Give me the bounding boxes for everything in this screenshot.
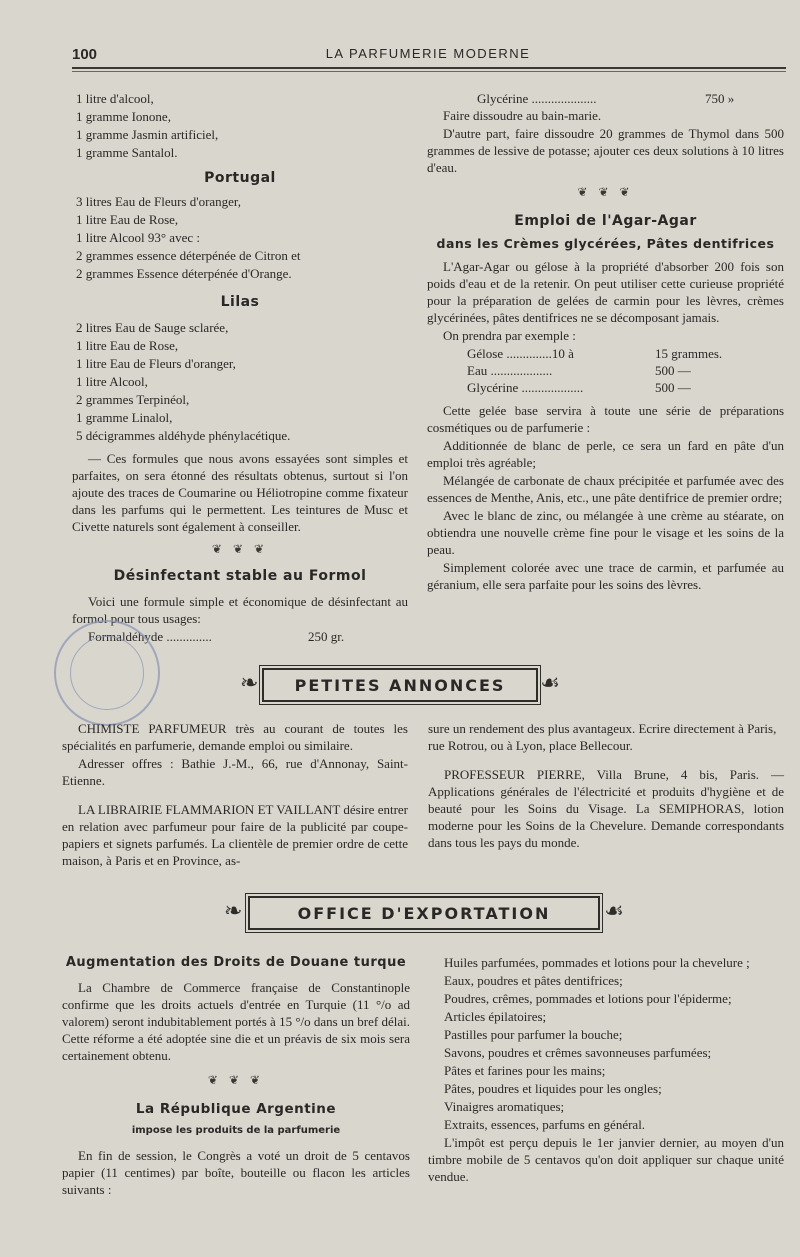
page-number: 100	[72, 46, 98, 63]
list-item: 1 litre Alcool 93° avec :	[76, 230, 200, 245]
paragraph: — Ces formules que nous avons essayées sont simples et parfaites, on sera étonné des résultats obtenus, surtout si l'on ajoute des traces de Coumarine ou Héliotropine comme fixateur dans les parfums qui le permettent. Les teintures de Musc et Civette naturels sont également à conseiller.	[72, 451, 408, 534]
list-item: 2 grammes essence déterpénée de Citron et	[76, 248, 301, 263]
list-item: 2 grammes Essence déterpénée d'Orange.	[76, 266, 292, 281]
list-item: 1 gramme Ionone,	[76, 109, 171, 124]
list-item: 1 litre d'alcool,	[76, 91, 154, 106]
paragraph: L'Agar-Agar ou gélose à la propriété d'absorber 200 fois son poids d'eau et de la retenir. On peut utiliser cette curieuse propriété pour la préparation de gelées de carmin pour les lèvres, crèmes glycérinées, pâtes dentifrices ne se décomposant jamais.	[427, 259, 784, 325]
paragraph: Avec le blanc de zinc, ou mélangée à une crème au stéarate, on obtiendra une nouvelle crème fine pour le visage et les soins de la peau.	[427, 508, 784, 557]
formula-item: Gélose ..............10 à	[467, 346, 574, 361]
section-title-portugal: Portugal	[204, 170, 276, 186]
export-left-column	[62, 954, 410, 1199]
formula-item: Eau ...................	[467, 363, 553, 378]
paragraph: Additionnée de blanc de perle, ce sera un fard en pâte d'un emploi très agréable;	[427, 438, 784, 470]
formula-list-portugal	[72, 193, 408, 282]
annonces-left-column	[62, 720, 408, 870]
paragraph: Voici une formule simple et économique de désinfectant au formol pour tous usages:	[72, 594, 408, 626]
list-item: Extraits, essences, parfums en général.	[444, 1117, 646, 1132]
section-subtitle-argentine: impose les produits de la parfumerie	[131, 1125, 341, 1136]
list-item: 1 litre Eau de Rose,	[76, 212, 179, 227]
formula-qty: 500 —	[655, 380, 691, 395]
annonce-librairie-cont: sure un rendement des plus avantageux. Ecrire directement à Paris, rue Rotrou, ou à Lyon, place Bellecour.	[428, 721, 777, 753]
paragraph: Mélangée de carbonate de chaux précipitée et parfumée avec des essences de Menthe, Anis, etc., une pâte dentifrice de premier ordre;	[427, 473, 784, 505]
section-title-douane: Augmentation des Droits de Douane turque	[65, 955, 407, 970]
flourish-left-icon: ❧	[224, 898, 243, 923]
list-item: 1 gramme Linalol,	[76, 410, 173, 425]
list-item: 1 litre Eau de Fleurs d'oranger,	[76, 356, 236, 371]
flourish-right-icon: ☙	[604, 898, 624, 923]
list-item: Savons, poudres et crêmes savonneuses parfumées;	[444, 1045, 712, 1060]
list-item: Poudres, crêmes, pommades et lotions pour l'épiderme;	[444, 991, 732, 1006]
formula-table	[427, 345, 784, 396]
section-title-agar: Emploi de l'Agar-Agar	[514, 213, 697, 229]
section-title-lilas: Lilas	[220, 294, 260, 310]
formula-list-1	[72, 90, 408, 161]
annonces-right-column	[428, 720, 784, 852]
paragraph: Faire dissoudre au bain-marie.	[443, 108, 602, 123]
banner-office-exportation	[224, 890, 624, 934]
ornament: ❦ ❦ ❦	[207, 1073, 265, 1087]
paragraph: Simplement colorée avec une trace de carmin, et parfumée au géranium, elle sera parfaite pour les soins des lèvres.	[427, 560, 784, 592]
list-item: 1 litre Alcool,	[76, 374, 148, 389]
paragraph: En fin de session, le Congrès a voté un droit de 5 centavos papier (11 centimes) par boîte, bouteille ou flacon les articles suivants :	[62, 1148, 410, 1197]
list-item: 1 litre Eau de Rose,	[76, 338, 179, 353]
annonce-chimiste: CHIMISTE PARFUMEUR très au courant de toutes les spécialités en parfumerie, demande emploi ou similaire.	[62, 721, 408, 753]
list-item: Pastilles pour parfumer la bouche;	[444, 1027, 623, 1042]
annonce-professeur: PROFESSEUR PIERRE, Villa Brune, 4 bis, Paris. — Applications générales de l'électricité et produits d'hygiène et de beauté pour les Soins du Visage. La SEMIPHORAS, lotion moderne pour les Soins de la Chevelure. Demande correspondants dans tous les pays du monde.	[428, 767, 784, 850]
list-item: Vinaigres aromatiques;	[444, 1099, 565, 1114]
banner-petites-annonces	[240, 662, 560, 706]
ornament: ❦ ❦ ❦	[577, 185, 634, 199]
ornament: ❦ ❦ ❦	[211, 542, 269, 556]
formula-item: Glycérine ...................	[467, 380, 584, 395]
formula-row	[467, 345, 784, 362]
export-right-column	[428, 954, 784, 1186]
flourish-right-icon: ☙	[540, 670, 560, 695]
library-stamp	[54, 620, 160, 726]
header-rule	[72, 67, 786, 69]
paragraph: L'impôt est perçu depuis le 1er janvier dernier, au moyen d'un timbre mobile de 5 centavos qu'on doit appliquer sur chaque unité vendue.	[428, 1135, 784, 1184]
paragraph: On prendra par exemple :	[443, 328, 576, 343]
section-subtitle-agar: dans les Crèmes glycérées, Pâtes dentifrices	[436, 236, 775, 251]
banner-title: OFFICE D'EXPORTATION	[248, 896, 600, 930]
section-title-argentine: La République Argentine	[135, 1101, 337, 1117]
list-item: 1 gramme Santalol.	[76, 145, 178, 160]
flourish-left-icon: ❧	[240, 670, 259, 695]
list-item: Articles épilatoires;	[444, 1009, 547, 1024]
formula-list-lilas	[72, 319, 408, 444]
header-rule-thin	[72, 71, 786, 72]
annonce-chimiste-address: Adresser offres : Bathie J.-M., 66, rue d'Annonay, Saint-Etienne.	[62, 756, 408, 788]
list-item: 2 litres Eau de Sauge sclarée,	[76, 320, 229, 335]
formula-row	[467, 362, 784, 379]
paragraph: La Chambre de Commerce française de Constantinople confirme que les droits actuels d'entrée en Turquie (11 °/o ad valorem) seront indubitablement portés à 15 °/o dans un bref délai. Cette réforme a été adoptée sine die et un préavis de six mois sera certainement obtenu.	[62, 980, 410, 1063]
formula-item: Glycérine ....................	[477, 91, 597, 106]
list-item: 1 gramme Jasmin artificiel,	[76, 127, 219, 142]
formula-qty: 250 gr.	[308, 629, 345, 644]
paragraph: D'autre part, faire dissoudre 20 grammes de Thymol dans 500 grammes de lessive de potasse; ajouter ces deux solutions à 10 litres d'eau.	[427, 126, 784, 175]
list-item: Huiles parfumées, pommades et lotions pour la chevelure ;	[444, 955, 750, 970]
right-column-top	[427, 90, 784, 594]
list-item: Eaux, poudres et pâtes dentifrices;	[444, 973, 623, 988]
running-header	[72, 42, 784, 66]
formula-item: Formaldéhyde ..............	[88, 629, 212, 644]
formula-qty: 750 »	[705, 91, 735, 106]
formula-row	[467, 379, 784, 396]
paragraph: Cette gelée base servira à toute une série de préparations cosmétiques ou de parfumerie :	[427, 403, 784, 435]
formula-qty: 15 grammes.	[655, 346, 723, 361]
formula-row	[427, 90, 784, 107]
list-item: 3 litres Eau de Fleurs d'oranger,	[76, 194, 241, 209]
section-title-desinfectant: Désinfectant stable au Formol	[113, 568, 367, 584]
formula-qty: 500 —	[655, 363, 691, 378]
list-item: 2 grammes Terpinéol,	[76, 392, 190, 407]
left-column-top	[72, 90, 408, 645]
annonce-librairie: LA LIBRAIRIE FLAMMARION ET VAILLANT désire entrer en relation avec parfumeur pour faire de la publicité par coupe-papiers et signets parfumés. La clientèle de premier ordre de cette maison, à Paris et en Province, as-	[62, 802, 408, 868]
journal-title: LA PARFUMERIE MODERNE	[325, 46, 531, 61]
banner-title: PETITES ANNONCES	[262, 668, 538, 702]
list-item: 5 décigrammes aldéhyde phénylacétique.	[76, 428, 291, 443]
list-item: Pâtes, poudres et liquides pour les ongles;	[444, 1081, 662, 1096]
list-item: Pâtes et farines pour les mains;	[444, 1063, 606, 1078]
